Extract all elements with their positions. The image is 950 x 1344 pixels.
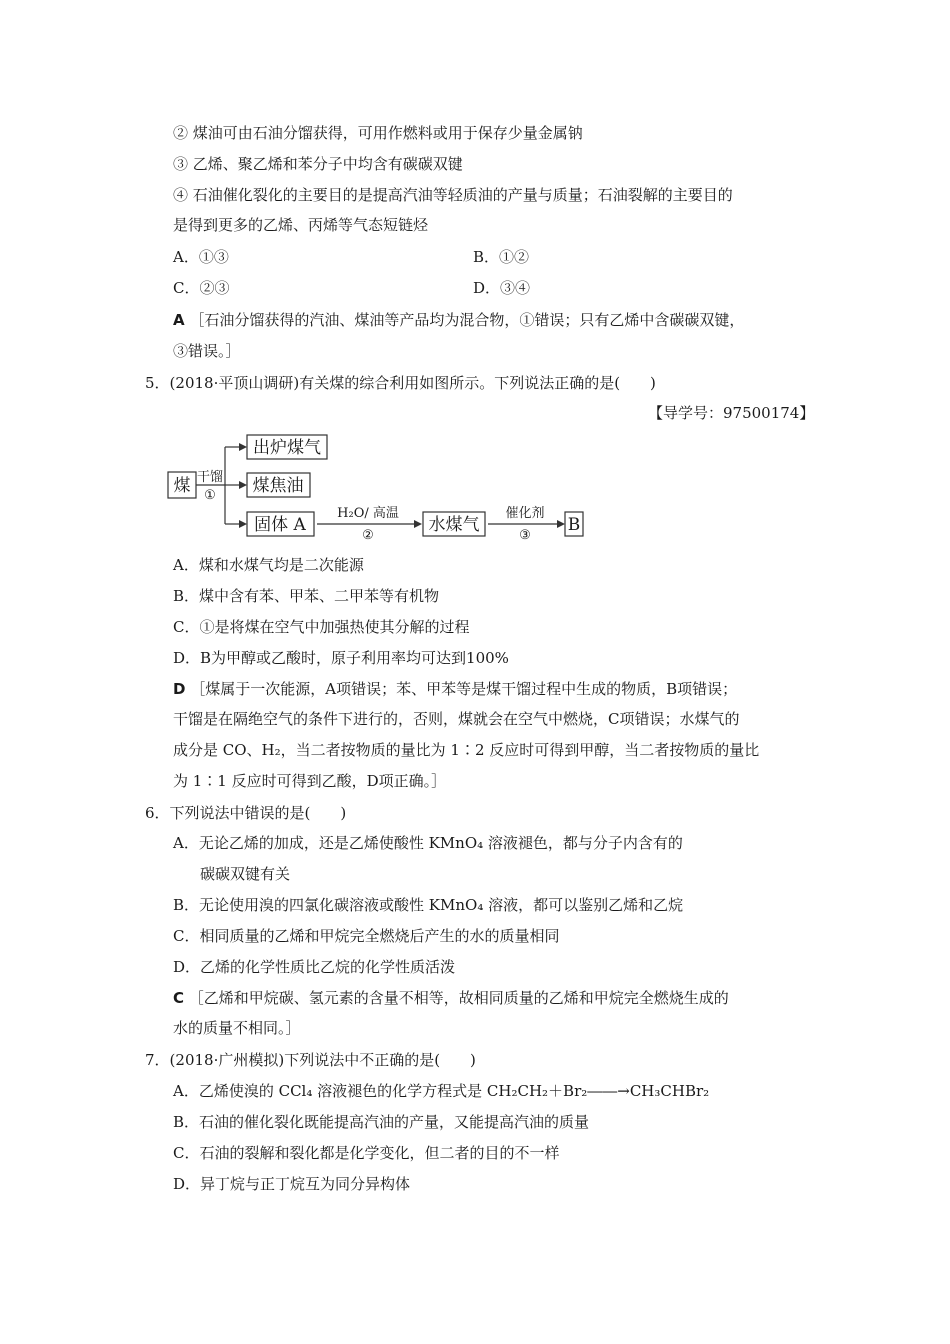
water-gas-label: 水煤气 xyxy=(428,515,480,535)
q6-option-c: C．相同质量的乙烯和甲烷完全燃烧后产生的水的质量相同 xyxy=(173,927,560,945)
q6-option-b: B．无论使用溴的四氯化碳溶液或酸性 KMnO₄ 溶液，都可以鉴别乙烯和乙烷 xyxy=(173,896,684,914)
q4-answer: A xyxy=(173,311,185,329)
product-b-label: B xyxy=(567,515,581,535)
q5-option-c: C．①是将煤在空气中加强热使其分解的过程 xyxy=(173,618,470,636)
q7-option-d: D．异丁烷与正丁烷互为同分异构体 xyxy=(173,1175,411,1193)
q7-option-b: B．石油的催化裂化既能提高汽油的产量，又能提高汽油的质量 xyxy=(173,1113,590,1131)
arrowhead-gas xyxy=(239,443,247,451)
q7-option-c: C．石油的裂解和裂化都是化学变化，但二者的目的不一样 xyxy=(173,1144,560,1162)
q6-stem: 6．下列说法中错误的是( ) xyxy=(145,804,347,822)
q6-explanation-text: ［乙烯和甲烷碳、氢元素的含量不相等，故相同质量的乙烯和甲烷完全燃烧生成的 xyxy=(188,989,729,1007)
q4-option-b: B．①② xyxy=(473,248,530,266)
step2-condition: H₂O/ 高温 xyxy=(337,506,399,521)
coal-tar-label: 煤焦油 xyxy=(252,476,304,496)
q6-explanation-line1 xyxy=(173,987,729,1009)
q4-explanation-line2: ③错误。］ xyxy=(173,342,241,360)
q6-option-a-line1: A．无论乙烯的加成，还是乙烯使酸性 KMnO₄ 溶液褪色，都与分子内含有的 xyxy=(173,834,683,852)
q4-statement-4-line1: ④ 石油催化裂化的主要目的是提高汽油等轻质油的产量与质量；石油裂解的主要目的 xyxy=(173,186,733,204)
q4-option-d: D．③④ xyxy=(473,279,531,297)
q5-explanation-line1 xyxy=(173,678,737,700)
q4-statement-4-line2: 是得到更多的乙烯、丙烯等气态短链烃 xyxy=(173,216,429,234)
q5-option-d: D．B为甲醇或乙酸时，原子利用率均可达到100% xyxy=(173,649,509,667)
arrowhead-tar xyxy=(239,481,247,489)
q4-option-c: C．②③ xyxy=(173,279,230,297)
q5-explanation-text: ［煤属于一次能源，A项错误；苯、甲苯等是煤干馏过程中生成的物质，B项错误； xyxy=(190,680,738,698)
q5-answer: D xyxy=(173,680,186,698)
q4-explanation-text: ［石油分馏获得的汽油、煤油等产品均为混合物，①错误；只有乙烯中含碳碳双键， xyxy=(189,311,745,329)
q6-explanation-line2: 水的质量不相同。］ xyxy=(173,1019,301,1037)
arrowhead-solid xyxy=(239,520,247,528)
coal-gas-label: 出炉煤气 xyxy=(253,438,321,458)
q5-option-a: A．煤和水煤气均是二次能源 xyxy=(173,556,364,574)
catalyst-label: 催化剂 xyxy=(505,506,545,521)
q5-explanation-line4: 为 1∶1 反应时可得到乙酸，D项正确。］ xyxy=(173,772,447,790)
arrowhead-step3 xyxy=(557,520,565,528)
q7-stem: 7．(2018·广州模拟)下列说法中不正确的是( ) xyxy=(145,1051,476,1069)
q4-statement-3: ③ 乙烯、聚乙烯和苯分子中均含有碳碳双键 xyxy=(173,155,463,173)
q5-guide-number: 【导学号：97500174】 xyxy=(648,404,815,422)
step3-label: ③ xyxy=(519,528,531,542)
step2-label: ② xyxy=(362,528,374,542)
q5-explanation-line2: 干馏是在隔绝空气的条件下进行的，否则，煤就会在空气中燃烧，C项错误；水煤气的 xyxy=(173,710,740,728)
q5-option-b: B．煤中含有苯、甲苯、二甲苯等有机物 xyxy=(173,587,440,605)
q4-explanation-line1 xyxy=(173,309,744,331)
arrowhead-step2 xyxy=(414,520,422,528)
solid-a-label: 固体 A xyxy=(254,515,306,535)
dry-distillation-label: 干馏 xyxy=(196,470,224,485)
q6-answer: C xyxy=(173,989,185,1007)
q6-option-d: D．乙烯的化学性质比乙烷的化学性质活泼 xyxy=(173,958,456,976)
q7-option-a: A．乙烯使溴的 CCl₄ 溶液褪色的化学方程式是 CH₂CH₂＋Br₂――→CH₃CHBr₂ xyxy=(173,1082,710,1100)
coal-label: 煤 xyxy=(173,476,191,496)
q5-explanation-line3: 成分是 CO、H₂，当二者按物质的量比为 1∶2 反应时可得到甲醇，当二者按物质的量比 xyxy=(173,741,760,759)
q4-statement-2: ② 煤油可由石油分馏获得，可用作燃料或用于保存少量金属钠 xyxy=(173,124,583,142)
q5-stem: 5．(2018·平顶山调研)有关煤的综合利用如图所示。下列说法正确的是( ) xyxy=(145,374,656,392)
q4-option-a: A．①③ xyxy=(173,248,229,266)
coal-utilization-diagram xyxy=(165,432,605,542)
q6-option-a-line2: 碳碳双键有关 xyxy=(200,865,291,883)
step1-label: ① xyxy=(204,488,216,503)
